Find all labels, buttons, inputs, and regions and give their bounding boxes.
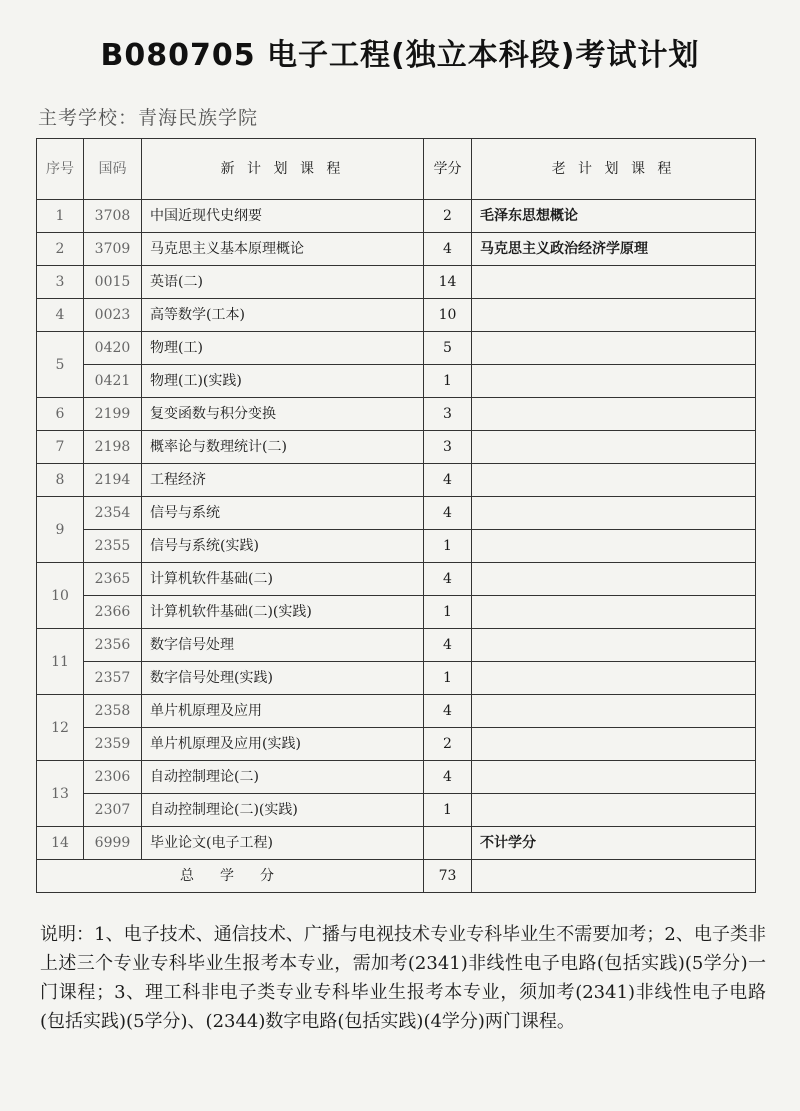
row-credits: 14 [424, 266, 472, 299]
table-row [37, 662, 756, 695]
row-credits [424, 827, 472, 860]
row-seq: 6 [37, 398, 84, 431]
row-credits: 4 [424, 563, 472, 596]
row-course-name: 高等数学(工本) [142, 299, 424, 332]
row-old-course [472, 596, 756, 629]
header-seq: 序号 [37, 139, 84, 200]
exam-plan-table [36, 138, 756, 893]
row-code: 6999 [84, 827, 142, 860]
row-code: 2198 [84, 431, 142, 464]
row-credits: 5 [424, 332, 472, 365]
row-old-course [472, 497, 756, 530]
row-credits: 3 [424, 431, 472, 464]
row-code: 2366 [84, 596, 142, 629]
row-credits: 1 [424, 662, 472, 695]
row-seq: 7 [37, 431, 84, 464]
table-row [37, 530, 756, 563]
row-seq: 4 [37, 299, 84, 332]
row-seq: 9 [37, 497, 84, 563]
row-credits: 1 [424, 530, 472, 563]
row-code: 2365 [84, 563, 142, 596]
notes-paragraph: 说明：1、电子技术、通信技术、广播与电视技术专业专科毕业生不需要加考；2、电子类非上述三个专业专科毕业生报考本专业，需加考(2341)非线性电子电路(包括实践)(5学分)一门课程；3、理工科非电子类专业专科毕业生报考本专业，须加考(2341)非线性电子电路(包括实践)(5学分)、(2344)数字电路(包括实践)(4学分)两门课程。 [40, 924, 766, 1032]
table-row [37, 497, 756, 530]
row-credits: 4 [424, 233, 472, 266]
row-old-course [472, 761, 756, 794]
total-old-course [472, 860, 756, 893]
table-row [37, 596, 756, 629]
row-old-course [472, 728, 756, 761]
row-old-course [472, 662, 756, 695]
row-code: 2199 [84, 398, 142, 431]
row-credits: 4 [424, 629, 472, 662]
row-course-name: 单片机原理及应用 [142, 695, 424, 728]
table-row [37, 728, 756, 761]
row-course-name: 概率论与数理统计(二) [142, 431, 424, 464]
table-row [37, 761, 756, 794]
row-course-name: 信号与系统(实践) [142, 530, 424, 563]
row-old-course [472, 629, 756, 662]
row-old-course: 毛泽东思想概论 [472, 200, 756, 233]
header-credits: 学分 [424, 139, 472, 200]
table-row [37, 695, 756, 728]
row-seq: 5 [37, 332, 84, 398]
row-seq: 1 [37, 200, 84, 233]
table-row [37, 827, 756, 860]
row-course-name: 马克思主义基本原理概论 [142, 233, 424, 266]
row-old-course [472, 530, 756, 563]
row-credits: 10 [424, 299, 472, 332]
row-old-course [472, 695, 756, 728]
row-credits: 4 [424, 761, 472, 794]
row-course-name: 中国近现代史纲要 [142, 200, 424, 233]
table-row [37, 794, 756, 827]
row-course-name: 工程经济 [142, 464, 424, 497]
row-seq: 3 [37, 266, 84, 299]
row-old-course [472, 563, 756, 596]
table-row [37, 332, 756, 365]
row-course-name: 数字信号处理 [142, 629, 424, 662]
row-course-name: 计算机软件基础(二) [142, 563, 424, 596]
row-course-name: 数字信号处理(实践) [142, 662, 424, 695]
row-seq: 2 [37, 233, 84, 266]
row-code: 2358 [84, 695, 142, 728]
row-code: 2354 [84, 497, 142, 530]
row-code: 2357 [84, 662, 142, 695]
row-old-course: 马克思主义政治经济学原理 [472, 233, 756, 266]
row-code: 0420 [84, 332, 142, 365]
table-header-row [37, 139, 756, 200]
table-row [37, 431, 756, 464]
row-code: 3709 [84, 233, 142, 266]
row-code: 2307 [84, 794, 142, 827]
row-code: 0015 [84, 266, 142, 299]
row-credits: 4 [424, 695, 472, 728]
row-credits: 1 [424, 794, 472, 827]
row-seq: 13 [37, 761, 84, 827]
total-row [37, 860, 756, 893]
row-course-name: 复变函数与积分变换 [142, 398, 424, 431]
row-old-course [472, 431, 756, 464]
row-course-name: 单片机原理及应用(实践) [142, 728, 424, 761]
total-credits: 73 [424, 860, 472, 893]
page-title: B080705 电子工程(独立本科段)考试计划 [100, 38, 700, 73]
row-credits: 4 [424, 497, 472, 530]
row-course-name: 计算机软件基础(二)(实践) [142, 596, 424, 629]
row-course-name: 物理(工)(实践) [142, 365, 424, 398]
row-seq: 10 [37, 563, 84, 629]
row-code: 3708 [84, 200, 142, 233]
row-old-course [472, 398, 756, 431]
row-credits: 1 [424, 365, 472, 398]
table-row [37, 266, 756, 299]
row-code: 2355 [84, 530, 142, 563]
row-code: 0023 [84, 299, 142, 332]
row-code: 2359 [84, 728, 142, 761]
row-code: 2356 [84, 629, 142, 662]
header-code: 国码 [84, 139, 142, 200]
table-row [37, 200, 756, 233]
row-old-course [472, 464, 756, 497]
row-course-name: 自动控制理论(二)(实践) [142, 794, 424, 827]
header-old-course: 老 计 划 课 程 [472, 139, 756, 200]
row-course-name: 自动控制理论(二) [142, 761, 424, 794]
row-course-name: 信号与系统 [142, 497, 424, 530]
row-credits: 3 [424, 398, 472, 431]
table-row [37, 563, 756, 596]
row-course-name: 英语(二) [142, 266, 424, 299]
row-old-course: 不计学分 [472, 827, 756, 860]
row-credits: 4 [424, 464, 472, 497]
row-old-course [472, 332, 756, 365]
row-old-course [472, 365, 756, 398]
row-course-name: 毕业论文(电子工程) [142, 827, 424, 860]
row-code: 2306 [84, 761, 142, 794]
table-row [37, 233, 756, 266]
row-credits: 1 [424, 596, 472, 629]
row-seq: 14 [37, 827, 84, 860]
row-code: 0421 [84, 365, 142, 398]
table-row [37, 398, 756, 431]
row-seq: 11 [37, 629, 84, 695]
row-old-course [472, 266, 756, 299]
table-row [37, 629, 756, 662]
total-label: 总 学 分 [37, 860, 424, 893]
row-old-course [472, 299, 756, 332]
table-row [37, 299, 756, 332]
table-row [37, 365, 756, 398]
row-seq: 12 [37, 695, 84, 761]
exam-school: 主考学校：青海民族学院 [38, 107, 259, 129]
table-row [37, 464, 756, 497]
row-seq: 8 [37, 464, 84, 497]
row-credits: 2 [424, 200, 472, 233]
header-new-course: 新 计 划 课 程 [142, 139, 424, 200]
row-credits: 2 [424, 728, 472, 761]
row-old-course [472, 794, 756, 827]
row-code: 2194 [84, 464, 142, 497]
row-course-name: 物理(工) [142, 332, 424, 365]
